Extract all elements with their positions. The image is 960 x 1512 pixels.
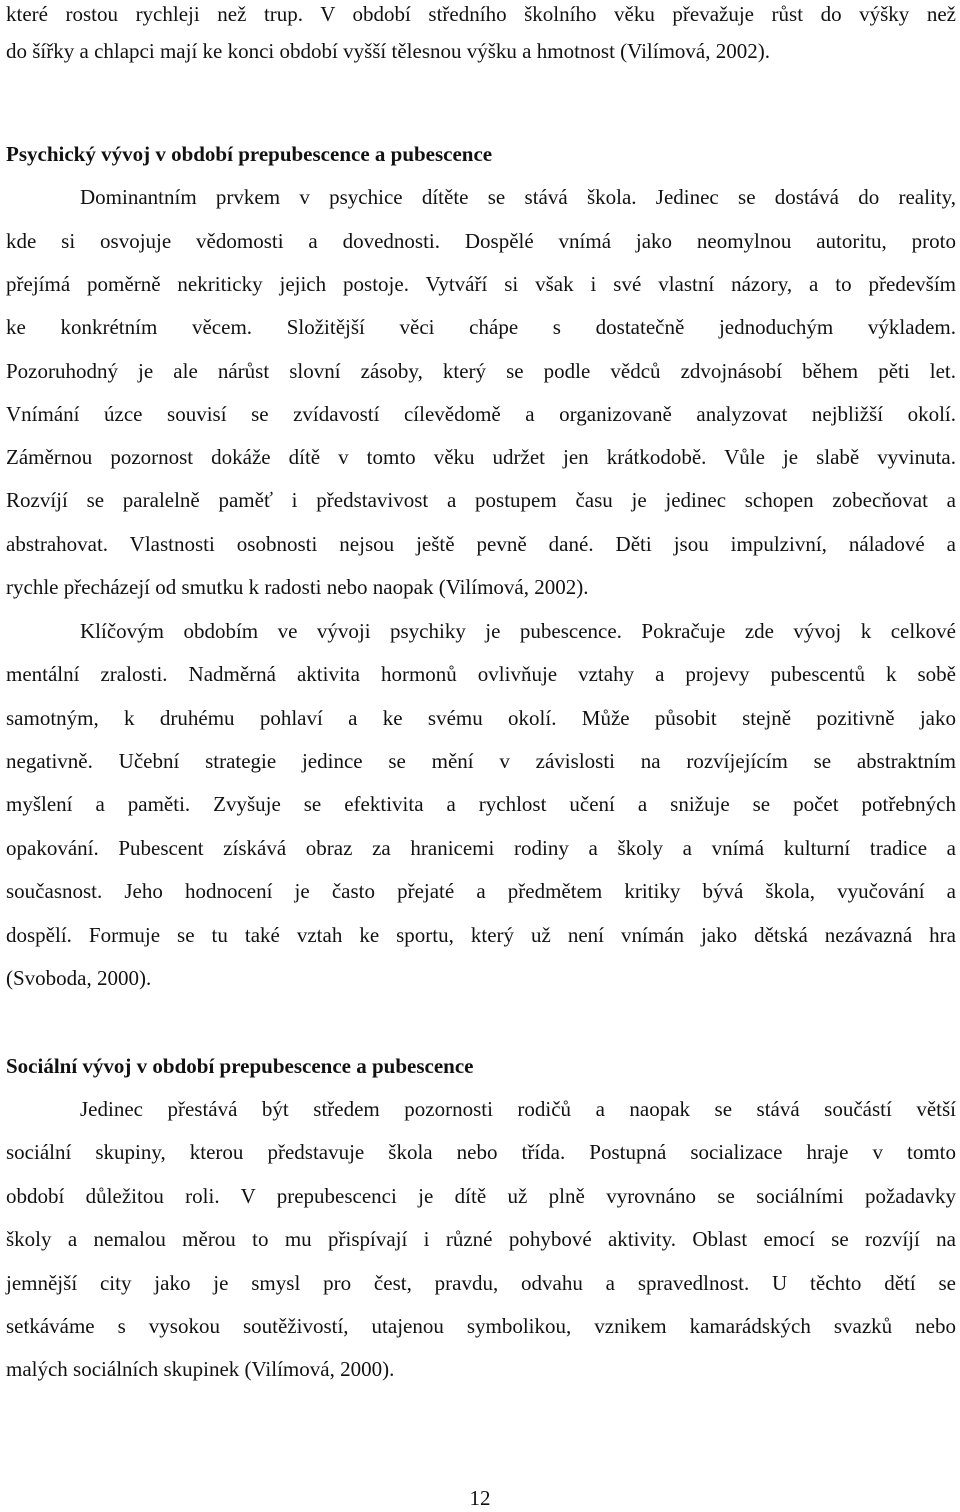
body-text-line: Jedinec přestává být středem pozornosti rodičů a naopak se stává součástí větší: [80, 1097, 956, 1121]
body-text-line: (Svoboda, 2000).: [6, 966, 152, 990]
body-text-line: Pozoruhodný je ale nárůst slovní zásoby, který se podle vědců zdvojnásobí během pěti let.: [6, 359, 956, 383]
body-text-line: ke konkrétním věcem. Složitější věci chápe s dostatečně jednoduchým výkladem.: [6, 315, 956, 339]
body-text-line: období důležitou roli. V prepubescenci je dítě už plně vyrovnáno se sociálními požadavky: [6, 1184, 956, 1208]
body-text-line: samotným, k druhému pohlaví a ke svému okolí. Může působit stejně pozitivně jako: [6, 706, 956, 730]
body-text-line: rychle přecházejí od smutku k radosti nebo naopak (Vilímová, 2002).: [6, 575, 589, 599]
body-text-line: současnost. Jeho hodnocení je často přejaté a předmětem kritiky bývá škola, vyučování a: [6, 879, 956, 903]
section-heading-social: Sociální vývoj v období prepubescence a pubescence: [6, 1054, 474, 1078]
body-text-line: přejímá poměrně nekriticky jejich postoje. Vytváří si však i své vlastní názory, a to především: [6, 272, 956, 296]
body-text-line: Záměrnou pozornost dokáže dítě v tomto věku udržet jen krátkodobě. Vůle je slabě vyvinuta.: [6, 445, 956, 469]
body-text-line: školy a nemalou měrou to mu přispívají i různé pohybové aktivity. Oblast emocí se rozvíjí na: [6, 1227, 956, 1251]
body-text-line: myšlení a paměti. Zvyšuje se efektivita a rychlost učení a snižuje se počet potřebných: [6, 792, 956, 816]
body-text-line: Rozvíjí se paralelně paměť i představivost a postupem času je jedinec schopen zobecňovat a: [6, 488, 956, 512]
body-text-line: sociální skupiny, kterou představuje škola nebo třída. Postupná socializace hraje v tomto: [6, 1140, 956, 1164]
body-text-line: mentální zralosti. Nadměrná aktivita hormonů ovlivňuje vztahy a projevy pubescentů k sobě: [6, 662, 956, 686]
body-text-line: které rostou rychleji než trup. V období středního školního věku převažuje růst do výšky než: [6, 2, 956, 26]
body-text-line: do šířky a chlapci mají ke konci období vyšší tělesnou výšku a hmotnost (Vilímová, 2002).: [6, 39, 770, 63]
body-text-line: malých sociálních skupinek (Vilímová, 2000).: [6, 1357, 395, 1381]
body-text-line: opakování. Pubescent získává obraz za hranicemi rodiny a školy a vnímá kulturní tradice a: [6, 836, 956, 860]
body-text-line: setkáváme s vysokou soutěživostí, utajenou symbolikou, vznikem kamarádských svazků nebo: [6, 1314, 956, 1338]
body-text-line: Vnímání úzce souvisí se zvídavostí cílevědomě a organizovaně analyzovat nejbližší okolí.: [6, 402, 956, 426]
section-heading-psychic: Psychický vývoj v období prepubescence a pubescence: [6, 142, 493, 166]
body-text-line: abstrahovat. Vlastnosti osobnosti nejsou ještě pevně dané. Děti jsou impulzivní, náladové a: [6, 532, 956, 556]
body-text-line: kde si osvojuje vědomosti a dovednosti. Dospělé vnímá jako neomylnou autoritu, proto: [6, 229, 956, 253]
page-number: 12: [469, 1486, 491, 1510]
body-text-line: negativně. Učební strategie jedince se mění v závislosti na rozvíjejícím se abstraktním: [6, 749, 956, 773]
body-text-line: Klíčovým obdobím ve vývoji psychiky je pubescence. Pokračuje zde vývoj k celkové: [80, 619, 956, 643]
body-text-line: jemnější city jako je smysl pro čest, pravdu, odvahu a spravedlnost. U těchto dětí se: [6, 1271, 956, 1295]
body-text-line: dospělí. Formuje se tu také vztah ke sportu, který už není vnímán jako dětská nezávazná hra: [6, 923, 956, 947]
body-text-line: Dominantním prvkem v psychice dítěte se stává škola. Jedinec se dostává do reality,: [80, 185, 956, 209]
